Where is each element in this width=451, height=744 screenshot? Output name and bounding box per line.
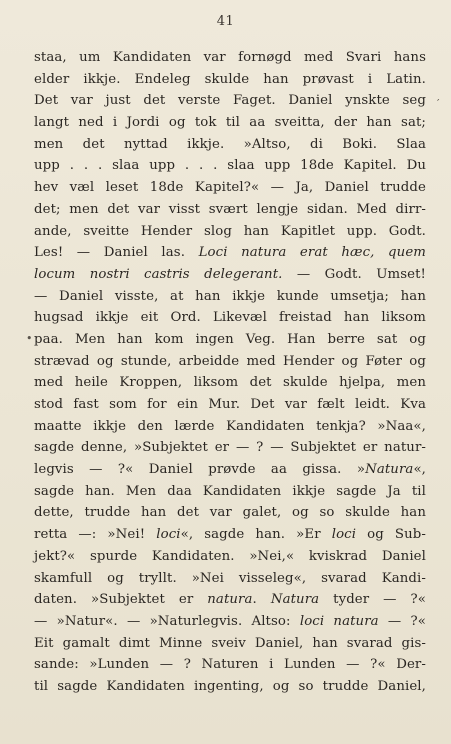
- italic-segment: loci: [331, 527, 357, 543]
- text-line: [34, 329, 426, 351]
- text-segment: daten. »Subjektet er: [34, 592, 208, 608]
- text-line: [34, 676, 426, 698]
- italic-segment: natura: [207, 592, 253, 608]
- text-segment: sagde denne, »Subjektet er — ? — Subjektet er natur-: [34, 440, 426, 456]
- margin-mark: ′: [437, 97, 440, 110]
- text-segment: «,: [413, 462, 426, 478]
- text-line: [34, 47, 426, 69]
- text-segment: — ?«: [378, 613, 427, 629]
- text-line: [34, 394, 426, 416]
- text-segment: strævad og stunde, arbeidde med Hender og Føter og: [34, 353, 426, 369]
- text-line: [34, 524, 426, 546]
- text-segment: — Daniel visste, at han ikkje kunde umsetja; han: [34, 288, 426, 304]
- text-segment: maatte ikkje den lærde Kandidaten tenkja? »Naa«,: [34, 418, 426, 434]
- text-segment: skamfull og tryllt. »Nei visseleg«, svarad Kandi-: [34, 570, 426, 586]
- text-segment: sagde han. Men daa Kandidaten ikkje sagde Ja til: [34, 483, 426, 499]
- text-segment: paa. Men han kom ingen Veg. Han berre sat og: [34, 331, 426, 347]
- italic-segment: loci natura: [299, 613, 379, 629]
- text-segment: — »Natur«. — »Naturlegvis. Altso:: [34, 613, 300, 629]
- text-segment: — Godt. Umset!: [282, 266, 426, 282]
- text-segment: ande, sveitte Hender slog han Kapitlet upp. Godt.: [34, 223, 426, 239]
- text-segment: .: [252, 592, 271, 608]
- text-line: [34, 654, 426, 676]
- body-text: [34, 47, 426, 698]
- text-line: [34, 502, 426, 524]
- text-line: [34, 568, 426, 590]
- text-segment: upp . . . slaa upp . . . slaa upp 18de Kapitel. Du: [34, 158, 426, 174]
- text-line: [34, 416, 426, 438]
- text-line: [34, 134, 426, 156]
- text-segment: langt ned i Jordi og tok til aa sveitta, der han sat;: [34, 115, 426, 131]
- text-line: [34, 546, 426, 568]
- text-segment: elder ikkje. Endeleg skulde han prøvast i Latin.: [34, 71, 426, 87]
- text-line: [34, 69, 426, 91]
- text-line: [34, 90, 426, 112]
- text-segment: hev væl leset 18de Kapitel?« — Ja, Daniel trudde: [34, 180, 426, 196]
- text-segment: det; men det var visst svært lengje sidan. Med dirr-: [34, 201, 426, 217]
- italic-segment: Natura: [270, 592, 320, 608]
- text-line: [34, 155, 426, 177]
- text-segment: Eit gamalt dimt Minne sveiv Daniel, han svarad gis-: [34, 635, 426, 651]
- text-line: [34, 221, 426, 243]
- italic-segment: Loci natura erat hæc, quem: [198, 245, 426, 261]
- text-segment: Det var just det verste Faget. Daniel ynskte seg: [34, 93, 426, 109]
- text-segment: til sagde Kandidaten ingenting, og so trudde Daniel,: [34, 678, 426, 694]
- text-line: [34, 481, 426, 503]
- page-number: 41: [216, 14, 235, 29]
- text-line: [34, 199, 426, 221]
- text-segment: men det nyttad ikkje. »Altso, di Boki. Slaa: [34, 136, 426, 152]
- italic-segment: locum nostri castris delegerant.: [34, 266, 283, 282]
- text-segment: «, sagde han. »Er: [180, 527, 332, 543]
- text-segment: retta —: »Nei!: [34, 527, 157, 543]
- text-line: [34, 286, 426, 308]
- text-line: [34, 264, 426, 286]
- text-line: [34, 611, 426, 633]
- text-line: [34, 437, 426, 459]
- text-segment: med heile Kroppen, liksom det skulde hjelpa, men: [34, 375, 426, 391]
- text-line: [34, 633, 426, 655]
- text-line: [34, 242, 426, 264]
- text-segment: og Sub-: [356, 527, 426, 543]
- text-segment: stod fast som for ein Mur. Det var fælt leidt. Kva: [34, 397, 426, 412]
- text-line: [34, 459, 426, 481]
- text-segment: Les! — Daniel las.: [34, 245, 199, 261]
- text-segment: sande: »Lunden — ? Naturen i Lunden — ?« Der-: [34, 657, 426, 673]
- text-line: [34, 307, 426, 329]
- text-segment: tyder — ?«: [319, 592, 426, 608]
- margin-dot: •: [26, 332, 33, 345]
- text-segment: jekt?« spurde Kandidaten. »Nei,« kviskrad Daniel: [34, 548, 426, 564]
- italic-segment: Natura: [365, 462, 414, 478]
- text-line: [34, 351, 426, 373]
- italic-segment: loci: [156, 527, 181, 543]
- text-segment: staa, um Kandidaten var fornøgd med Svari hans: [34, 50, 426, 65]
- text-line: [34, 112, 426, 134]
- text-line: [34, 372, 426, 394]
- text-line: [34, 177, 426, 199]
- text-segment: hugsad ikkje eit Ord. Likevæl freistad han liksom: [34, 310, 426, 326]
- text-segment: legvis — ?« Daniel prøvde aa gissa. »: [34, 462, 366, 478]
- text-segment: dette, trudde han det var galet, og so skulde han: [34, 505, 426, 521]
- text-line: [34, 589, 426, 611]
